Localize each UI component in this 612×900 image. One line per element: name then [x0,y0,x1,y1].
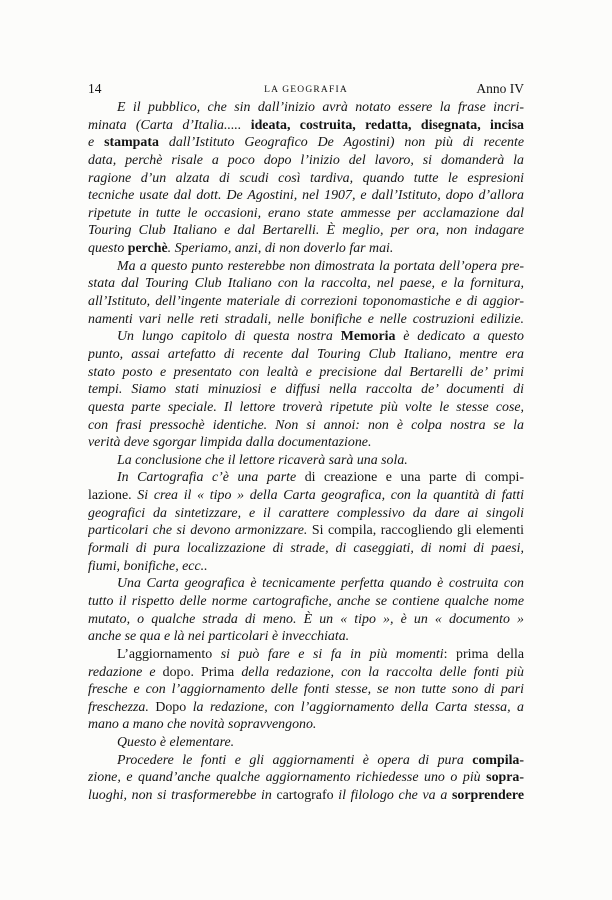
text-line [88,293,524,311]
text-line [88,134,524,152]
text-segment: redazione e [88,664,163,680]
text-segment: la redazione, con l’aggiornamento della Carta stessa, a [192,699,524,715]
text-line [88,505,524,523]
text-line [88,628,524,646]
text-line [88,664,524,682]
text-line [88,787,524,805]
paragraph [88,575,524,646]
bold-text: perchè [127,241,168,257]
text-segment: il filologo che va a [333,787,452,803]
text-line [88,117,524,135]
paragraph [88,752,524,805]
text-segment: Ma a questo punto resterebbe non dimostrata la portata dell’opera pre- [117,258,524,274]
text-segment: data, perchè risale a poco dopo l’inizio del lavoro, si domanderà la [88,152,524,168]
journal-title: LA GEOGRAFIA [264,85,348,95]
text-segment: . Speriamo, anzi, di non doverlo far mai. [167,241,394,257]
text-line [88,275,524,293]
text-segment: Una Carta geografica è tecnicamente perfetta quando è costruita con [117,576,524,592]
text-segment: è dedicato a questo [395,329,524,345]
text-segment: Si crea il « tipo » della Carta geografica, con la quantità di fatti [131,488,524,504]
body-text [88,99,524,805]
roman-text: : prima della [443,646,524,662]
paragraph [88,258,524,329]
bold-text: stampata [104,135,159,151]
text-line [88,99,524,117]
text-segment: tecniche usate dal dott. De Agostini, nel 1907, e dall’Istituto, dopo d’allora [88,188,524,204]
text-segment: ripetute in tutte le occasioni, erano state ammesse per acclamazione dal [88,205,524,221]
text-line [88,699,524,717]
text-segment: geografici da sintetizzare, e il carattere complessivo da dare ai singoli [88,505,524,521]
bold-text: Memoria [340,329,396,345]
text-segment: particolari che si devono armonizzare. [88,523,312,539]
volume-label: Anno IV [476,81,524,96]
text-segment: questa parte speciale. Il lettore troverà ripetute più volte le stesse cose, [88,399,524,415]
bold-text: compila- [472,752,524,768]
text-line [88,522,524,540]
text-line [88,222,524,240]
text-segment: La conclusione che il lettore ricaverà sarà una sola. [117,452,408,468]
paragraph [88,734,524,752]
text-segment: namenti vari nelle reti stradali, nelle bonifiche e nelle costruzioni edilizie. [88,311,524,327]
bold-text: sopra- [486,770,524,786]
text-segment: Procedere le fonti e gli aggiornamenti è opera di pura [117,752,473,768]
text-segment: zione, e quand’anche qualche aggiornamento richiedesse uno o più [88,770,487,786]
text-segment: stata dal Touring Club Italiano con la raccolta, nel paese, e la fornitura, [88,276,524,292]
text-segment: mano a mano che novità sopravvengono. [88,717,317,733]
page-header [88,80,524,98]
text-line [88,152,524,170]
text-line [88,364,524,382]
text-segment: luoghi, non si trasformerebbe in [88,787,277,803]
text-line [88,328,524,346]
text-segment: dall’Istituto Geografico De Agostini) non più di recente [158,135,524,151]
roman-text: Si compila, raccogliendo gli elementi [311,523,524,539]
page-number: 14 [88,81,102,96]
text-line [88,311,524,329]
text-segment: formali di pura localizzazione di strade, di caseggiati, di nomi di paesi, [88,541,524,557]
text-line [88,399,524,417]
text-segment: Un lungo capitolo di questa nostra [117,329,341,345]
text-segment: con frasi pressochè identiche. Non si annoi: non è colpa nostra se la [88,417,524,433]
text-line [88,752,524,770]
text-segment: In Cartografia c’è una parte [117,470,305,486]
roman-text: L’aggiornamento [117,646,221,662]
text-segment: mutato, o qualche strada di meno. È un « tipo », è un « documento » [88,611,524,627]
text-line [88,716,524,734]
text-line [88,205,524,223]
roman-text: Dopo [155,699,193,715]
paragraph [88,469,524,575]
text-segment: freschezza. [88,699,156,715]
paragraph [88,646,524,734]
text-line [88,381,524,399]
text-line [88,681,524,699]
text-segment: stato posto e presentato con lealtà e precisione dal Bertarelli de’ primi [88,364,524,380]
text-segment: fiumi, bonifiche, ecc.. [88,558,208,574]
text-line [88,558,524,576]
text-line [88,258,524,276]
bold-text: sorprendere [451,787,524,803]
text-segment: punto, assai artefatto di recente dal Touring Club Italiano, mentre era [88,346,524,362]
text-segment: tutto il rispetto delle norme cartografiche, anche se contiene qualche nome [88,593,524,609]
text-line [88,452,524,470]
text-line [88,734,524,752]
paragraph [88,99,524,258]
text-line [88,646,524,664]
text-line [88,417,524,435]
text-line [88,187,524,205]
text-segment: tempi. Siamo stati minuziosi e diffusi nella raccolta de’ documenti di [88,382,524,398]
text-line [88,575,524,593]
roman-text: lazione. [88,488,132,504]
text-line [88,769,524,787]
text-line [88,240,524,258]
text-segment: Questo è elementare. [117,735,235,751]
text-segment: e [88,135,105,151]
text-line [88,611,524,629]
paragraph [88,452,524,470]
text-segment: anche se qua e là nei particolari è invecchiata. [88,629,350,645]
text-segment: fresche e con l’aggiornamento delle fonti stesse, se non tutte sono di pari [88,682,524,698]
roman-text: dopo. Prima [162,664,242,680]
text-segment: E il pubblico, che sin dall’inizio avrà notato essere la frase incri- [117,100,524,115]
text-segment: all’Istituto, dell’ingente materiale di correzioni toponomastiche e di aggior- [88,294,524,310]
text-segment: si può fare e si fa in più momenti [220,646,444,662]
text-line [88,487,524,505]
text-line [88,434,524,452]
text-line [88,469,524,487]
text-segment: della redazione, con la raccolta delle fonti più [241,664,524,680]
text-line [88,346,524,364]
text-segment: ragione d’un alzata di scudi così tardiva, quando tutte le espresioni [88,170,524,186]
text-segment: Touring Club Italiano e dal Bertarelli. È meglio, per ora, non indagare [88,223,524,239]
text-line [88,540,524,558]
text-line [88,593,524,611]
text-line [88,170,524,188]
text-segment: minata (Carta d’Italia..... [88,117,251,133]
paragraph [88,328,524,451]
roman-text: di creazione e una parte di compi- [304,470,524,486]
text-segment: questo [88,241,128,257]
roman-text: cartografo [276,787,334,803]
bold-text: ideata, costruita, redatta, disegnata, incisa [250,117,524,133]
text-segment: verità deve sgorgar limpida dalla documentazione. [88,435,372,451]
